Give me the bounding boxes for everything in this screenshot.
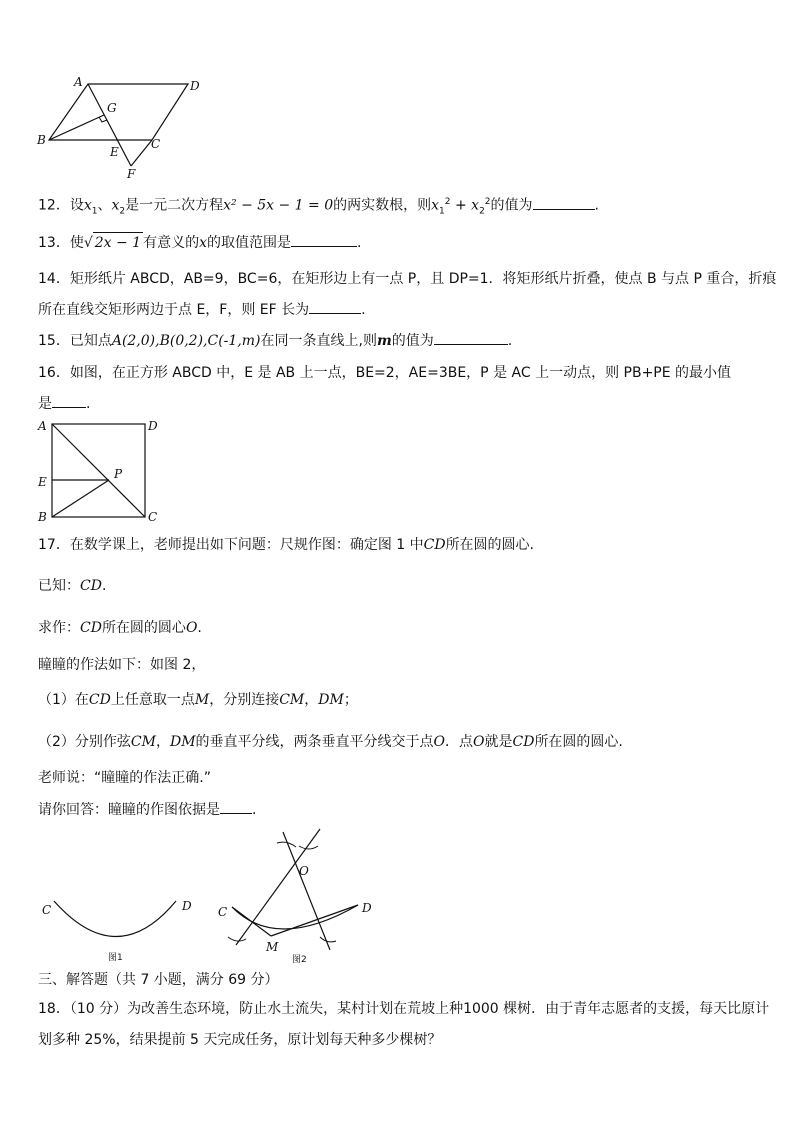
- arc-cd: CD: [80, 620, 102, 636]
- arc-figure-1: [36, 890, 206, 962]
- question-17-method: 瞳瞳的作法如下：如图 2，: [38, 657, 206, 673]
- arc-cd: CD: [512, 734, 535, 750]
- question-17-ask: 请你回答：瞳瞳的作图依据是 .: [38, 802, 257, 818]
- label-m: M: [266, 940, 279, 954]
- question-17-find: 求作：CD所在圆的圆心O.: [38, 620, 202, 636]
- question-14-line-2: 所在直线交矩形两边于点 E，F，则 EF 长为 .: [38, 302, 366, 318]
- label-e: E: [110, 145, 119, 159]
- question-17-step-1: （1）在CD上任意取一点M，分别连接CM，DM；: [38, 692, 358, 708]
- answer-blank[interactable]: [220, 800, 252, 814]
- arc-cd: CD: [80, 578, 102, 594]
- label-d: D: [190, 79, 200, 93]
- answer-blank[interactable]: [309, 300, 361, 314]
- label-f: F: [127, 167, 136, 181]
- figure-caption: 图1: [108, 953, 123, 962]
- answer-blank[interactable]: [533, 196, 595, 210]
- label-a: A: [74, 75, 83, 89]
- label-d: D: [148, 419, 158, 433]
- label-c: C: [148, 510, 158, 524]
- section-heading: 三、解答题（共 7 小题，满分 69 分）: [38, 972, 279, 988]
- label-o: O: [299, 864, 309, 878]
- question-16-line-2: 是 .: [38, 396, 91, 412]
- label-d: D: [182, 899, 192, 913]
- label-e: E: [38, 475, 47, 489]
- square-figure: [34, 416, 164, 524]
- question-16-line-1: 16．如图，在正方形 ABCD 中，E 是 AB 上一点，BE=2，AE=3BE，P 是 AC 上一动点，则 PB+PE 的最小值: [38, 365, 732, 381]
- answer-blank[interactable]: [291, 233, 357, 247]
- label-d: D: [362, 901, 372, 915]
- label-b: B: [38, 510, 47, 524]
- question-17-given: 已知：CD.: [38, 578, 107, 594]
- label-c: C: [42, 903, 52, 917]
- label-p: P: [114, 467, 123, 481]
- parallelogram-figure: [34, 74, 204, 182]
- sqrt-symbol: √: [83, 235, 93, 251]
- answer-blank[interactable]: [434, 331, 508, 345]
- figure-caption: 图2: [292, 955, 307, 965]
- question-17-teacher: 老师说：“瞳瞳的作法正确.”: [38, 770, 211, 786]
- label-c: C: [218, 905, 228, 919]
- construction-figure-2: [214, 822, 386, 966]
- question-14-line-1: 14．矩形纸片 ABCD，AB=9，BC=6，在矩形边上有一点 P，且 DP=1．将矩形纸片折叠，使点 B 与点 P 重合，折痕: [38, 271, 777, 287]
- question-18-line-1: 18．（10 分）为改善生态环境，防止水土流失，某村计划在荒坡上种1000 棵树．由于青年志愿者的支援，每天比原计: [38, 1001, 770, 1017]
- label-b: B: [37, 133, 46, 147]
- question-13: 13．使√ 2x − 1 有意义的x的取值范围是 .: [38, 232, 361, 253]
- label-c: C: [151, 137, 161, 151]
- answer-blank[interactable]: [52, 394, 86, 408]
- question-12: 12．设$x_1$、$x_2$是一元二次方程x² − 5x − 1 = 0的两实数根，则$x_1^2 + x_2^2$的值为 .: [38, 197, 599, 217]
- question-17-step-2: （2）分别作弦CM，DM的垂直平分线，两条垂直平分线交于点O．点O就是CD所在圆的圆心.: [38, 734, 623, 750]
- question-17-line-1: 17．在数学课上，老师提出如下问题：尺规作图：确定图 1 中CD所在圆的圆心.: [38, 537, 535, 553]
- arc-cd: CD: [88, 692, 111, 708]
- label-g: G: [107, 101, 117, 115]
- arc-cd: CD: [423, 537, 446, 553]
- question-18-line-2: 划多种 25%，结果提前 5 天完成任务，原计划每天种多少棵树？: [38, 1032, 442, 1048]
- question-15: 15．已知点A(2,0),B(0,2),C(-1,m)在同一条直线上,则m的值为 .: [38, 333, 513, 349]
- label-a: A: [38, 419, 47, 433]
